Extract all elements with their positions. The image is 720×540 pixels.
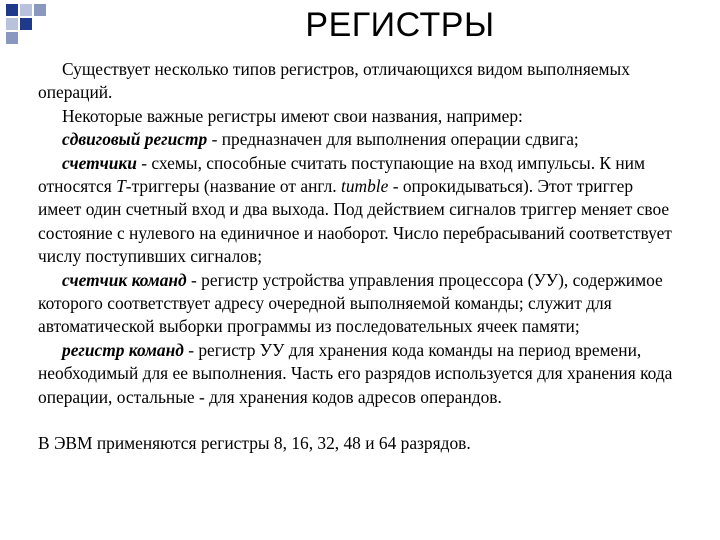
term-instruction-register: регистр команд (62, 339, 184, 360)
paragraph-intro: Существует несколько типов регистров, отличающихся видом выполняемых операций. (38, 59, 630, 103)
definition-text: - схемы, способные считать поступающие на вход импульсы. К ним относятся (38, 152, 645, 197)
definition-text: -триггеры (название от англ. (125, 176, 341, 197)
spacer (38, 409, 678, 432)
definition-text: - регистр УУ для хранения кода команды на период времени, необходимый для ее выполнения. Часть его разрядов используется для хранения кода операции, остальные - для хранения кодов адресов операндов. (38, 339, 673, 407)
paragraph-instruction-register (38, 339, 678, 409)
slide-body (38, 58, 678, 456)
definition-text: - предназначен для выполнения операции сдвига; (207, 129, 579, 150)
paragraph-examples-lead: Некоторые важные регистры имеют свои названия, например: (62, 105, 523, 126)
slide-title: РЕГИСТРЫ (305, 6, 495, 44)
paragraph-conclusion: В ЭВМ применяются регистры 8, 16, 32, 48 и 64 разрядов. (38, 433, 471, 454)
definition-text: - опрокидываться). Этот триггер имеет один счетный вход и два выхода. Под действием сигналов триггер меняет свое состояние с нулевого на единичное и наоборот. Число перебрасываний соответствует числу поступивших сигналов; (38, 176, 672, 267)
term-program-counter: счетчик команд (62, 269, 187, 290)
t-trigger-letter: Т (116, 176, 126, 197)
english-word: tumble (341, 176, 389, 197)
definition-text: - регистр устройства управления процессора (УУ), содержимое которого соответствует адресу очередной выполняемой команды; служит для автоматической выборки программы из последовательных ячеек памяти; (38, 269, 663, 337)
paragraph-program-counter (38, 269, 678, 339)
term-shift-register: сдвиговый регистр (62, 129, 208, 150)
paragraph-shift-register (38, 128, 678, 151)
term-counters: счетчики (62, 152, 137, 173)
paragraph-counters (38, 152, 678, 269)
